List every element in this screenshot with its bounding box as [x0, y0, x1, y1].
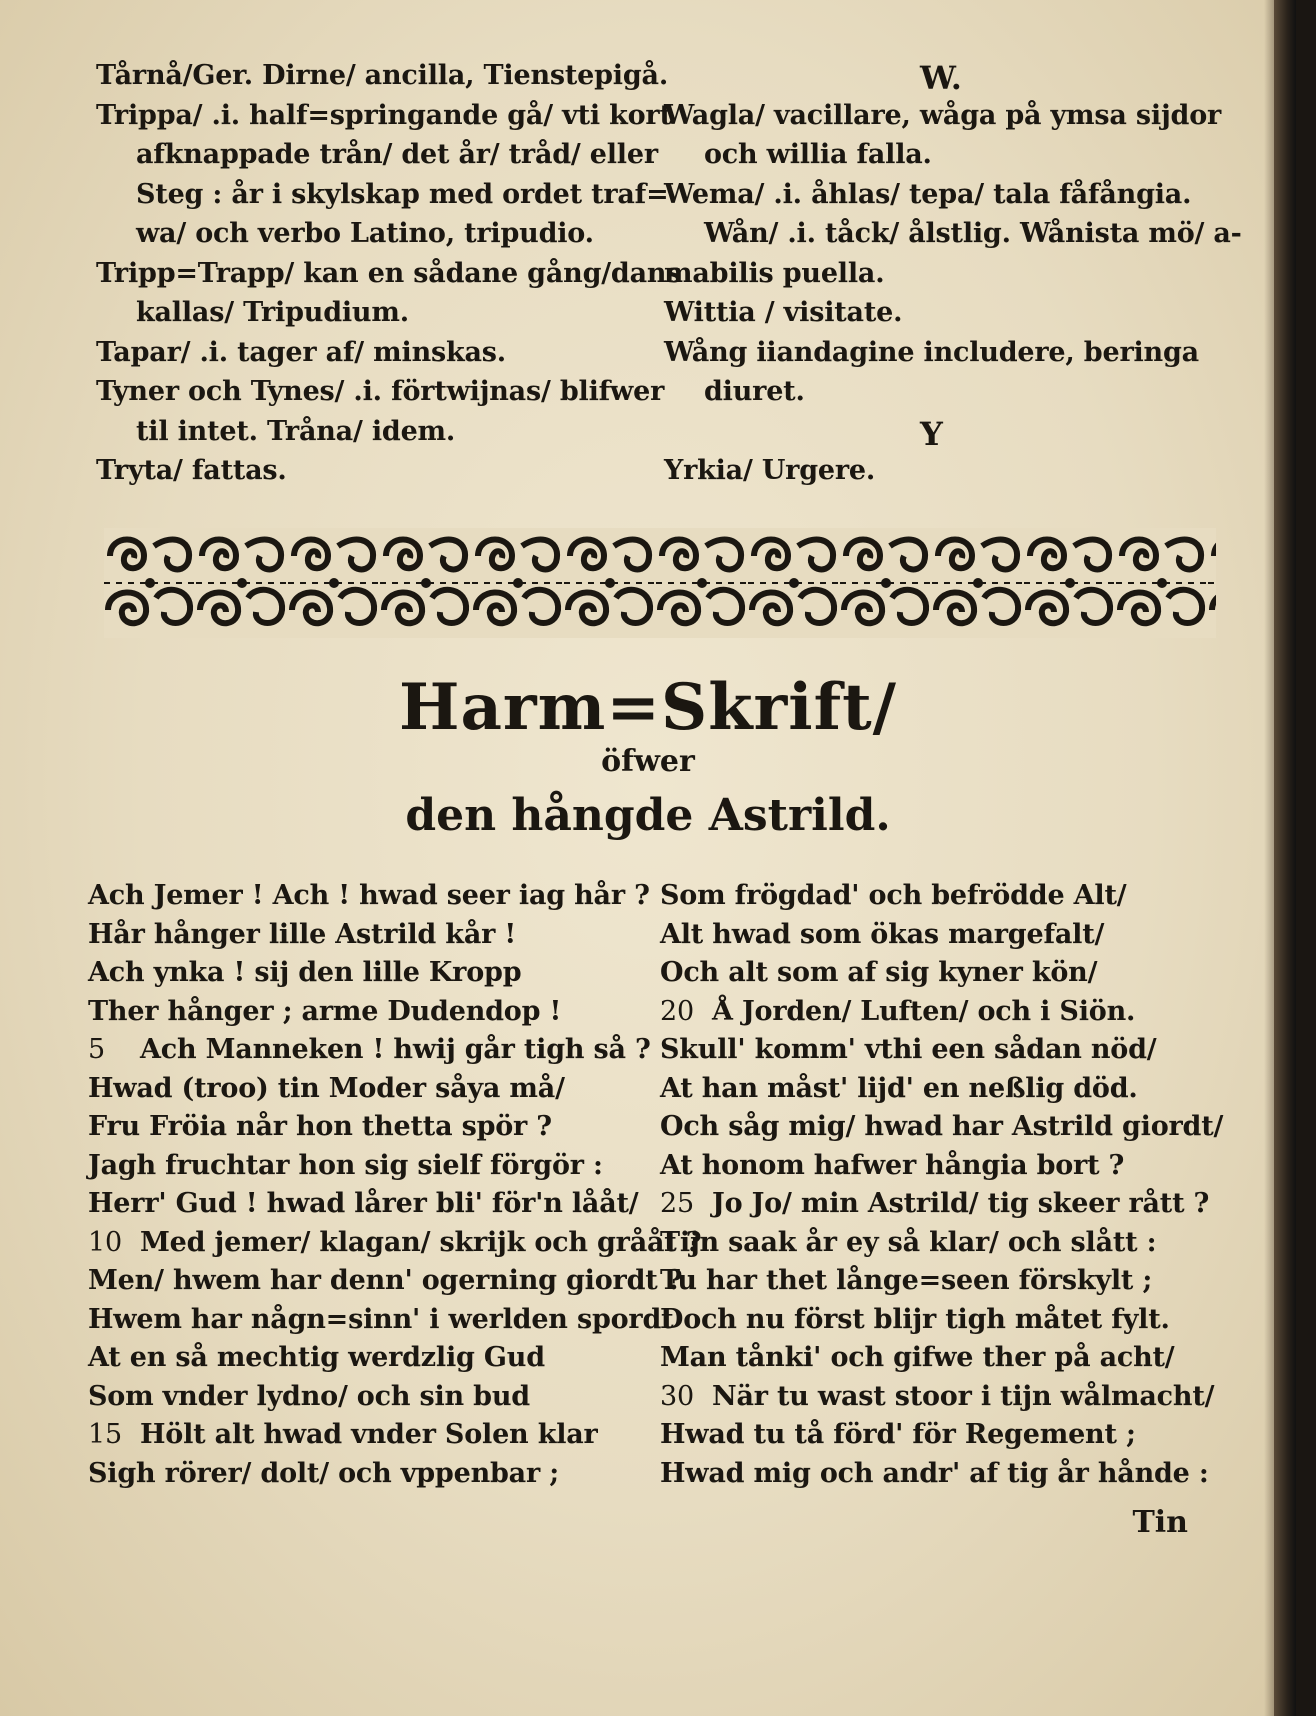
poem-line: Med jemer/ klagan/ skrijk och grååt ? — [140, 1226, 702, 1258]
line-number: 5 — [88, 1034, 105, 1065]
glossary-entry: W. — [920, 59, 962, 97]
glossary-entry: afknappade trån/ det år/ tråd/ eller — [136, 139, 658, 170]
poem-subtitle: öfwer — [601, 744, 695, 779]
glossary-entry: Wagla/ vacillare, wåga på ymsa sijdor — [664, 99, 1222, 131]
line-number: 30 — [660, 1380, 694, 1412]
glossary-entry: Tapar/ .i. tager af/ minskas. — [96, 336, 506, 368]
ornament-icon — [104, 528, 1216, 638]
poem-line: Jo Jo/ min Astrild/ tig skeer rått ? — [712, 1188, 1210, 1219]
glossary-entry: Steg : år i skylskap med ordet traf= — [136, 178, 669, 210]
poem-line: När tu wast stoor i tijn wålmacht/ — [712, 1380, 1215, 1412]
poem-line: Ach Jemer ! Ach ! hwad seer iag hår ? — [88, 880, 650, 911]
poem-line: Som frögdad' och befrödde Alt/ — [660, 880, 1127, 911]
poem-line: Alt hwad som ökas margefalt/ — [660, 918, 1105, 950]
poem-title: Harm=Skrift/ — [398, 670, 898, 745]
glossary-entry: kallas/ Tripudium. — [136, 297, 409, 328]
poem-line: Hår hånger lille Astrild kår ! — [88, 918, 516, 950]
poem-line: Men/ hwem har denn' ogerning giordt ? — [88, 1265, 683, 1296]
glossary-entry: mabilis puella. — [664, 257, 885, 289]
poem-line: Hwad tu tå förd' för Regement ; — [660, 1419, 1136, 1450]
poem-line: Skull' komm' vthi een sådan nöd/ — [660, 1034, 1157, 1065]
glossary-entry: Tripp=Trapp/ kan en sådane gång/dans — [96, 257, 682, 289]
glossary-entry: Wittia / visitate. — [664, 297, 903, 328]
poem-line: Herr' Gud ! hwad lårer bli' för'n lååt/ — [88, 1188, 639, 1219]
book-spine-edge — [1274, 0, 1296, 1716]
glossary-entry: Wån/ .i. tåck/ ålstlig. Wånista mö/ a- — [704, 218, 1242, 249]
poem-line: Å Jorden/ Luften/ och i Siön. — [712, 995, 1136, 1027]
glossary-entry: Y — [920, 414, 943, 453]
poem-line: At honom hafwer hångia bort ? — [660, 1149, 1125, 1181]
poem-line: Som vnder lydno/ och sin bud — [88, 1380, 530, 1412]
ornamental-border-band — [104, 528, 1216, 638]
poem-line: At han måst' lijd' en neßlig död. — [660, 1072, 1138, 1104]
poem-line: Man tånki' och gifwe ther på acht/ — [660, 1342, 1175, 1373]
glossary-entry: och willia falla. — [704, 139, 932, 170]
poem-line: Tu har thet långe=seen förskylt ; — [660, 1265, 1153, 1296]
poem-line: Och alt som af sig kyner kön/ — [660, 957, 1098, 988]
poem-line: Ach Manneken ! hwij går tigh så ? — [140, 1034, 651, 1065]
glossary-entry: til intet. Tråna/ idem. — [136, 415, 456, 447]
glossary-entry: Tryta/ fattas. — [96, 455, 287, 486]
glossary-entry: Trippa/ .i. half=springande gå/ vti kort — [96, 99, 672, 131]
poem-line: Jagh fruchtar hon sig sielf förgör : — [88, 1149, 603, 1181]
catchword: Tin — [1132, 1505, 1188, 1540]
poem-line: Fru Fröia når hon thetta spör ? — [88, 1111, 552, 1142]
poem-line: Hwem har någn=sinn' i werlden spordt — [88, 1303, 674, 1335]
poem-dedication: den hångde Astrild. — [405, 790, 891, 841]
poem-line: Hwad (troo) tin Moder såya må/ — [88, 1072, 565, 1104]
line-number: 15 — [88, 1419, 122, 1450]
poem-line: Tijn saak år ey så klar/ och slått : — [660, 1226, 1157, 1258]
glossary-entry: Tyner och Tynes/ .i. förtwijnas/ blifwer — [96, 376, 665, 407]
glossary-entry: Yrkia/ Urgere. — [664, 455, 876, 486]
poem-line: Doch nu först blijr tigh måtet fylt. — [660, 1303, 1170, 1335]
poem-line: Hwad mig och andr' af tig år hånde : — [660, 1457, 1209, 1489]
poem-line: Hölt alt hwad vnder Solen klar — [140, 1419, 598, 1450]
poem-line: At en så mechtig werdzlig Gud — [88, 1342, 545, 1373]
poem-line: Ther hånger ; arme Dudendop ! — [88, 995, 562, 1027]
glossary-entry: Tårnå/Ger. Dirne/ ancilla, Tienstepigå. — [96, 60, 669, 91]
line-number: 20 — [660, 995, 694, 1027]
glossary-entry: wa/ och verbo Latino, tripudio. — [136, 218, 594, 249]
glossary-entry: Wång iiandagine includere, beringa — [664, 336, 1199, 368]
page-gutter-shadow — [1264, 0, 1274, 1716]
line-number: 10 — [88, 1226, 122, 1258]
poem-line: Ach ynka ! sij den lille Kropp — [88, 957, 522, 988]
poem-line: Och såg mig/ hwad har Astrild giordt/ — [660, 1111, 1224, 1142]
glossary-entry: diuret. — [704, 376, 805, 407]
poem-line: Sigh rörer/ dolt/ och vppenbar ; — [88, 1457, 559, 1489]
line-number: 25 — [660, 1188, 694, 1219]
glossary-entry: Wema/ .i. åhlas/ tepa/ tala fåfångia. — [664, 178, 1192, 210]
